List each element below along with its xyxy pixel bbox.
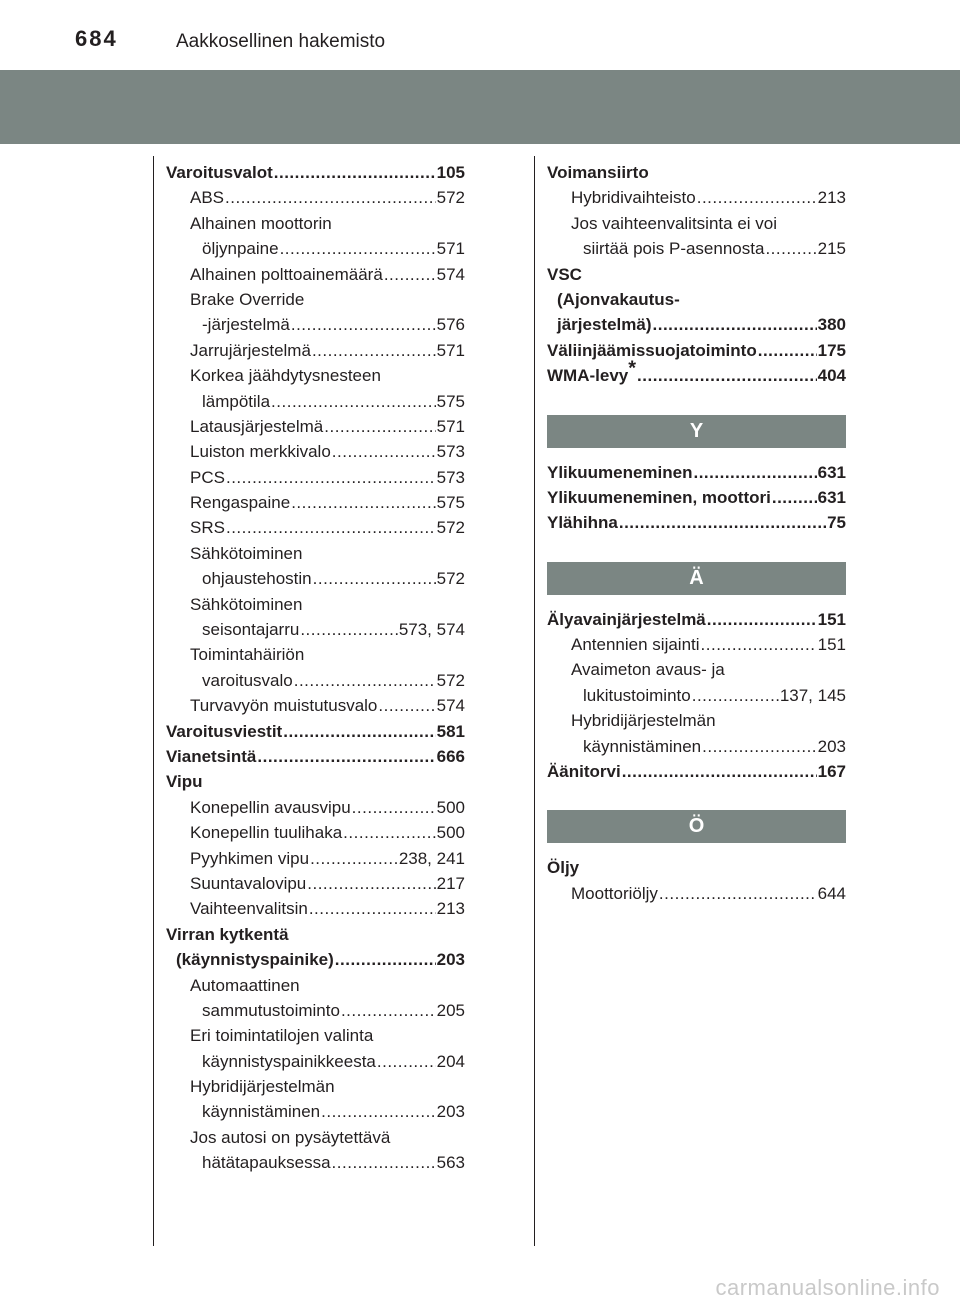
index-entry: Korkea jäähdytysnesteen [190, 366, 381, 386]
index-entry: Moottoriöljy ..... 644 [547, 881, 846, 906]
index-entry: lämpötila ..... 575 [166, 389, 465, 414]
index-entry: Rengaspaine ..... 575 [166, 490, 465, 515]
index-entry: Alhainen moottorin [190, 213, 332, 233]
index-entry: Jos vaihteenvalitsinta ei voi [571, 213, 778, 233]
index-entry: Virran kytkentä [166, 924, 289, 944]
index-entry: Voimansiirto [547, 163, 649, 182]
index-column-left [166, 160, 465, 1176]
index-entry: siirtää pois P-asennosta ..... 215 [547, 236, 846, 261]
index-entry: Hybridijärjestelmän [571, 711, 716, 731]
index-entry: käynnistäminen ..... 203 [166, 1099, 465, 1124]
index-entry: VSC [547, 264, 582, 284]
index-entry: Konepellin avausvipu ..... 500 [166, 795, 465, 820]
section-header-a-umlaut: Ä [547, 562, 846, 595]
page-number: 684 [75, 26, 118, 51]
index-entry: Vianetsintä ..... 666 [166, 744, 465, 769]
index-entry: seisontajarru ..... 573, 574 [166, 617, 465, 642]
index-entry: Jarrujärjestelmä ..... 571 [166, 338, 465, 363]
index-entry: Alhainen polttoainemäärä ..... 574 [166, 262, 465, 287]
index-entry: Eri toimintatilojen valinta [190, 1026, 374, 1046]
index-entry: varoitusvalo ..... 572 [166, 668, 465, 693]
index-entry: Konepellin tuulihaka ..... 500 [166, 820, 465, 845]
index-entry: Vaihteenvalitsin ..... 213 [166, 896, 465, 921]
column-divider-middle [534, 156, 535, 1246]
watermark: carmanualsonline.info [715, 1275, 940, 1300]
index-entry: Jos autosi on pysäytettävä [190, 1127, 391, 1147]
index-entry: Brake Override [190, 289, 305, 309]
index-entry: (Ajonvakautus- [557, 289, 680, 309]
index-entry: hätätapauksessa ..... 563 [166, 1150, 465, 1175]
index-entry: -järjestelmä ..... 576 [166, 312, 465, 337]
index-entry: WMA-levy* ..... 404 [547, 363, 846, 388]
index-column-right [547, 160, 846, 906]
index-entry: Suuntavalovipu ..... 217 [166, 871, 465, 896]
index-entry: lukitustoiminto ..... 137, 145 [547, 683, 846, 708]
index-entry: Turvavyön muistutusvalo ..... 574 [166, 693, 465, 718]
index-entry: Pyyhkimen vipu ..... 238, 241 [166, 846, 465, 871]
page-title: Aakkosellinen hakemisto [176, 31, 386, 52]
section-header-o-umlaut: Ö [547, 810, 846, 843]
index-entry: käynnistäminen ..... 203 [547, 734, 846, 759]
index-entry: Sähkötoiminen [190, 543, 303, 563]
index-entry: ohjaustehostin ..... 572 [166, 566, 465, 591]
index-entry: Ylikuumeneminen, moottori ..... 631 [547, 485, 846, 510]
index-entry: Älyavainjärjestelmä ..... 151 [547, 607, 846, 632]
index-entry: käynnistyspainikkeesta ..... 204 [166, 1049, 465, 1074]
index-entry: Hybridijärjestelmän [190, 1077, 335, 1097]
index-entry: Väliinjäämissuojatoiminto ..... 175 [547, 338, 846, 363]
index-entry: SRS ..... 572 [166, 515, 465, 540]
index-entry: Automaattinen [190, 975, 300, 995]
index-entry: Sähkötoiminen [190, 594, 303, 614]
index-entry: Ylikuumeneminen ..... 631 [547, 460, 846, 485]
index-entry: (käynnistyspainike) ..... 203 [166, 947, 465, 972]
index-entry: järjestelmä) ..... 380 [547, 312, 846, 337]
index-entry: Varoitusvalot ..... 105 [166, 160, 465, 185]
index-entry: Antennien sijainti ..... 151 [547, 632, 846, 657]
index-entry: Latausjärjestelmä ..... 571 [166, 414, 465, 439]
asterisk-mark: * [628, 357, 637, 380]
index-entry: sammutustoiminto ..... 205 [166, 998, 465, 1023]
index-entry: Vipu [166, 772, 203, 792]
index-entry: öljynpaine ..... 571 [166, 236, 465, 261]
header-band [0, 70, 960, 144]
index-entry: Avaimeton avaus- ja [571, 660, 725, 680]
index-entry: Öljy [547, 858, 580, 878]
index-entry: Ylähihna ..... 75 [547, 510, 846, 535]
index-entry: Hybridivaihteisto ..... 213 [547, 185, 846, 210]
index-entry: Äänitorvi ..... 167 [547, 759, 846, 784]
index-entry: Varoitusviestit ..... 581 [166, 719, 465, 744]
section-header-y: Y [547, 415, 846, 448]
index-entry: PCS ..... 573 [166, 465, 465, 490]
page-header [0, 0, 960, 64]
index-entry: ABS ..... 572 [166, 185, 465, 210]
column-divider-left [153, 156, 154, 1246]
index-entry: Luiston merkkivalo ..... 573 [166, 439, 465, 464]
index-entry: Toimintahäiriön [190, 645, 305, 665]
